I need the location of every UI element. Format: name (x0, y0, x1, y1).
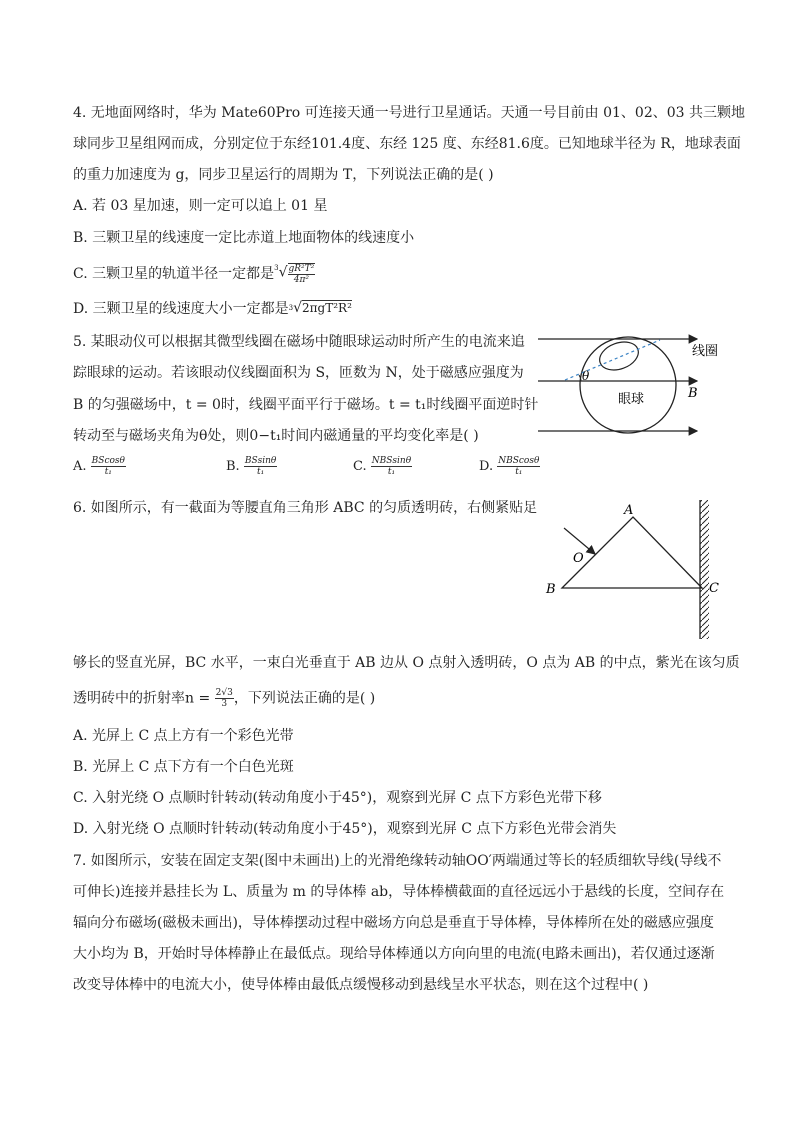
q6-option-c: C. 入射光绕 O 点顺时针转动(转动角度小于45°)，观察到光屏 C 点下方彩色光带下移 (73, 790, 602, 806)
q4-option-c-cube-root: $^3$√ $\frac{\text{gR²T²}}{\text{4π²}}$ (274, 264, 315, 285)
q5-option-c-denominator: t₁ (387, 467, 396, 477)
q6-refraction-index-numerator: 2√3 (215, 688, 233, 698)
q4-option-c-numerator: gR²T² (288, 264, 315, 274)
q6-option-b: B. 光屏上 C 点下方有一个白色光斑 (73, 759, 294, 775)
q5-option-c (353, 456, 412, 477)
q4-stem-line-1: 4. 无地面网络时，华为 Mate60Pro 可连接天通一号进行卫星通话。天通一号目前由 01、02、03 共三颗地 (73, 105, 745, 121)
q7-stem-line-4: 大小均为 B，开始时导体棒静止在最低点。现给导体棒通以方向向里的电流(电路未画出)，若仅通过逐渐 (73, 946, 715, 962)
q7-stem-line-2: 可伸长)连接并悬挂长为 L、质量为 m 的导体棒 ab，导体棒横截面的直径远远小于悬线的长度，空间存在 (73, 884, 725, 900)
q5-option-a (73, 456, 126, 477)
vertex-C-label: C (709, 581, 719, 596)
q6-stem-line-2: 够长的竖直光屏，BC 水平，一束白光垂直于 AB 边从 O 点射入透明砖，O 点为 AB 的中点，紫光在该匀质 (73, 655, 740, 671)
q4-option-d (73, 300, 352, 318)
q4-option-a: A. 若 03 星加速，则一定可以追上 01 星 (73, 198, 328, 214)
q6-option-a: A. 光屏上 C 点上方有一个彩色光带 (73, 728, 294, 744)
screen-hatching (700, 500, 709, 639)
q5-option-b (226, 456, 277, 477)
q5-option-a-label: A. (73, 459, 87, 474)
field-B-label: B (688, 386, 698, 401)
q5-option-b-label: B. (226, 459, 240, 474)
q4-option-c-denominator: 4π² (293, 275, 310, 285)
q6-option-d: D. 入射光绕 O 点顺时针转动(转动角度小于45°)，观察到光屏 C 点下方彩色光带会消失 (73, 821, 617, 837)
q5-option-c-numerator: NBSsinθ (371, 456, 412, 466)
theta-label: θ (582, 369, 590, 383)
q5-stem-line-2: 踪眼球的运动。若该眼动仪线圈面积为 S，匝数为 N，处于磁感应强度为 (73, 365, 524, 381)
q6-prism-figure (540, 494, 730, 642)
q5-option-d-label: D. (479, 459, 494, 474)
q4-option-c-text: C. 三颗卫星的轨道半径一定都是 (73, 266, 275, 282)
q5-option-a-denominator: t₁ (104, 467, 112, 477)
q5-option-c-label: C. (353, 459, 367, 474)
q5-stem-line-4: 转动至与磁场夹角为θ处，则0−t₁时间内磁通量的平均变化率是( ) (73, 428, 479, 444)
coil-ellipse (596, 337, 642, 375)
q5-option-d-denominator: t₁ (515, 467, 523, 477)
q6-stem-suffix: ，下列说法正确的是( ) (233, 690, 376, 707)
q4-option-b: B. 三颗卫星的线速度一定比赤道上地面物体的线速度小 (73, 230, 415, 246)
q4-option-d-text: D. 三颗卫星的线速度大小一定都是 (73, 301, 289, 317)
q5-option-b-numerator: BSsinθ (244, 456, 277, 466)
q4-stem-line-2: 球同步卫星组网而成，分别定位于东经101.4度、东经 125 度、东经81.6度。已知地球半径为 R，地球表面 (73, 136, 741, 152)
q5-stem-line-3: B 的匀强磁场中，t = 0时，线圈平面平行于磁场。t = t₁时线圈平面逆时针 (73, 397, 539, 413)
vertex-B-label: B (546, 582, 556, 597)
q5-eyeball-figure (535, 328, 760, 448)
q5-option-d (479, 456, 540, 477)
vertex-A-label: A (624, 503, 634, 518)
q7-stem-line-3: 辐向分布磁场(磁极未画出)，导体棒摆动过程中磁场方向总是垂直于导体棒，导体棒所在处的磁感应强度 (73, 915, 714, 931)
point-O-label: O (573, 551, 584, 566)
q4-option-d-cube-root: $^3$√2πgT²R² (288, 300, 352, 316)
q6-stem-line-1: 6. 如图所示，有一截面为等腰直角三角形 ABC 的匀质透明砖，右侧紧贴足 (73, 500, 538, 516)
eyeball-label: 眼球 (618, 392, 645, 407)
q6-refraction-index-text: 透明砖中的折射率n = (73, 690, 215, 707)
q6-stem-line-3 (73, 688, 375, 709)
q5-option-a-numerator: BScosθ (91, 456, 125, 466)
q6-refraction-index-denominator: 3 (221, 699, 228, 709)
q5-option-d-numerator: NBScosθ (498, 456, 540, 466)
q4-option-d-radicand: 2πgT²R² (302, 301, 352, 315)
q5-option-b-denominator: t₁ (256, 467, 265, 477)
coil-label: 线圈 (692, 344, 719, 359)
q7-stem-line-1: 7. 如图所示，安装在固定支架(图中未画出)上的光滑绝缘转动轴OO′两端通过等长的轻质细软导线(导线不 (73, 853, 722, 869)
q7-stem-line-5: 改变导体棒中的电流大小，使导体棒由最低点缓慢移动到悬线呈水平状态，则在这个过程中( ) (73, 977, 649, 993)
q4-option-c (73, 263, 315, 285)
q4-stem-line-3: 的重力加速度为 g，同步卫星运行的周期为 T，下列说法正确的是( ) (73, 167, 494, 183)
q5-stem-line-1: 5. 某眼动仪可以根据其微型线圈在磁场中随眼球运动时所产生的电流来追 (73, 334, 525, 350)
